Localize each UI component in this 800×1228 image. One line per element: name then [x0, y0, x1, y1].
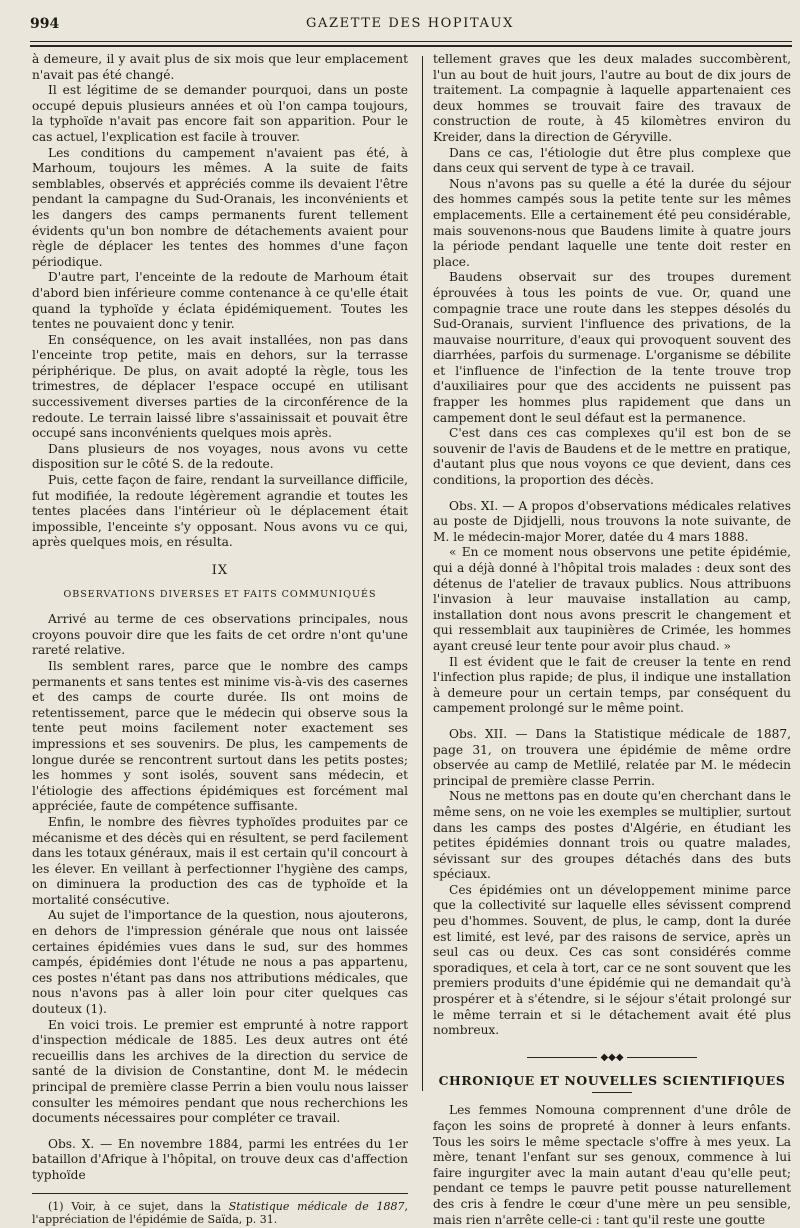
paragraph: Nous ne mettons pas en doute qu'en cherchant dans le même sens, on ne voie les exemples se multiplier, surtout dans les camps des postes d'Algérie, en étudiant les petites épidémies donnant trois ou quatre malades, sévissant sur des groupes détachés dans des buts spéciaux.	[433, 789, 791, 882]
observation-xii: Obs. XII. — Dans la Statistique médicale de 1887, page 31, on trouvera une épidémie de même ordre observée au camp de Metlilé, relatée par M. le médecin principal de première classe Perrin.	[433, 726, 791, 788]
footnote	[32, 1200, 408, 1227]
footnote-prefix: (1) Voir, à ce sujet, dans la	[48, 1199, 229, 1213]
journal-title: GAZETTE DES HOPITAUX	[306, 16, 514, 31]
paragraph: Il est légitime de se demander pourquoi, dans un poste occupé depuis plusieurs années et où l'on campa toujours, la typhoïde n'avait pas encore fait son apparition. Pour le cas actuel, l'explication est facile à trouver.	[32, 83, 408, 144]
header-rule-thick	[30, 45, 792, 47]
section-ornament: ◆◆◆	[433, 1053, 791, 1063]
paragraph: Puis, cette façon de faire, rendant la surveillance difficile, fut modifiée, la redoute légèrement agrandie et toutes les tentes placées dans l'intérieur où le déplacement était impossible, l'enceinte s'y opposant. Nous avons vu ce qui, après quelques mois, en résulta.	[32, 473, 408, 550]
paragraph: Au sujet de l'importance de la question, nous ajouterons, en dehors de l'impression générale que nous ont laissée certaines épidémies vues dans le sud, sur des hommes campés, épidémies dont l'étude ne nous a pas appartenu, ces postes n'étant pas dans nos attributions médicales, que nous n'avons pas à aller loin pour citer quelques cas douteux (1).	[32, 908, 408, 1017]
paragraph: Les conditions du campement n'avaient pas été, à Marhoum, toujours les mêmes. A la suite de faits semblables, observés et appréciés comme ils devaient l'être pendant la campagne du Sud-Oranais, les inconvénients et les dangers des camps permanents furent tellement évidents qu'un bon nombre de détachements avaient pour règle de déplacer les tentes des hommes d'une façon périodique.	[32, 145, 408, 269]
observation-x: Obs. X. — En novembre 1884, parmi les entrées du 1er bataillon d'Afrique à l'hôpital, on trouve deux cas d'affection typhoïde	[32, 1136, 408, 1182]
paragraph: à demeure, il y avait plus de six mois que leur emplacement n'avait pas été changé.	[32, 52, 408, 82]
observation-xi: Obs. XI. — A propos d'observations médicales relatives au poste de Djidjelli, nous trouvons la note suivante, de M. le médecin-major Morer, datée du 4 mars 1888.	[433, 498, 791, 544]
page-header	[30, 12, 790, 38]
paragraph: Dans plusieurs de nos voyages, nous avons vu cette disposition sur le côté S. de la redoute.	[32, 441, 408, 472]
paragraph: Enfin, le nombre des fièvres typhoïdes produites par ce mécanisme et des décès qui en résultent, se perd facilement dans les totaux généraux, mais il est certain qu'il concourt à les élever. En veillant à perfectionner l'hygiène des camps, on diminuera la production des cas de typhoïde et la mortalité consécutive.	[32, 814, 408, 907]
paragraph: Dans ce cas, l'étiologie dut être plus complexe que dans ceux qui servent de type à ce travail.	[433, 145, 791, 176]
paragraph: Il est évident que le fait de creuser la tente en rend l'infection plus rapide; de plus, il indique une installation à demeure pour un certain temps, par conséquent du campement prolongé sur le même point.	[433, 654, 791, 716]
paragraph: Arrivé au terme de ces observations principales, nous croyons pouvoir dire que les faits de cet ordre n'ont qu'une rareté relative.	[32, 612, 408, 658]
left-column	[32, 52, 408, 1227]
footnote-rule	[32, 1193, 408, 1194]
paragraph: C'est dans ces cas complexes qu'il est bon de se souvenir de l'avis de Baudens et de le mettre en pratique, d'autant plus que nous voyons ce que devient, dans ces conditions, la proportion des décès.	[433, 426, 791, 488]
column-separator	[422, 56, 423, 1091]
paragraph: Baudens observait sur des troupes durement éprouvées à tous les points de vue. Or, quand une compagnie trace une route dans les steppes désolés du Sud-Oranais, survient l'influence des privations, de la mauvaise nourriture, d'eaux qui provoquent souvent des diarrhées, parfois du surmenage. L'organisme se débilite et l'influence de l'infection de la tente trouve trop d'auxiliaires pour que des accidents ne puissent pas frapper les hommes plus rapidement que dans un campement dont le seul défaut est la permanence.	[433, 270, 791, 425]
observation-xi-quote: « En ce moment nous observons une petite épidémie, qui a déjà donné à l'hôpital trois malades : deux sont des détenus de l'atelier de travaux publics. Nous attribuons l'invasion à leur mauvaise installation au camp, installation dont nous avons prescrit le changement et qui ressemblait aux taupinières de Crimée, les hommes ayant creusé leur tente pour avoir plus chaud. »	[433, 545, 791, 653]
section-heading: OBSERVATIONS DIVERSES ET FAITS COMMUNIQUÉS	[63, 588, 377, 600]
paragraph: tellement graves que les deux malades succombèrent, l'un au bout de huit jours, l'autre au bout de dix jours de traitement. La compagnie à laquelle appartenaient ces deux hommes se trouvait faire des travaux de construction de route, à 45 kilomètres environ du Kreider, dans la direction de Géryville.	[433, 52, 791, 144]
header-rule	[30, 41, 792, 42]
title-rule	[592, 1092, 632, 1093]
footnote-italic-title: Statistique médicale de 1887	[228, 1199, 405, 1213]
right-column	[433, 52, 791, 1228]
footnote-suffix: , l'appréciation de l'épidémie de Saïda, p. 31.	[32, 1199, 408, 1227]
paragraph: Nous n'avons pas su quelle a été la durée du séjour des hommes campés sous la petite tente sur les mêmes emplacements. Elle a certainement été peu considérable, mais souvenons-nous que Baudens limite à quatre jours la période pendant laquelle une tente doit rester en place.	[433, 176, 791, 269]
section-number: IX	[211, 563, 229, 578]
paragraph: En conséquence, on les avait installées, non pas dans l'enceinte trop petite, mais en dehors, sur la terrasse périphérique. De plus, on avait adopté la règle, tous les trimestres, de déplacer l'espace occupé en utilisant successivement diverses parties de la circonférence de la redoute. Le terrain laissé libre s'assainissait et pouvait être occupé sans inconvénients quelques mois après.	[32, 332, 408, 441]
paragraph: En voici trois. Le premier est emprunté à notre rapport d'inspection médicale de 1885. Les deux autres ont été recueillis dans les archives de la direction du service de santé de la division de Constantine, dont M. le médecin principal de première classe Perrin a bien voulu nous laisser consulter les mémoires pendant que nous recherchions les documents nécessaires pour compléter ce travail.	[32, 1017, 408, 1126]
paragraph: Les femmes Nomouna comprennent d'une drôle de façon les soins de propreté à donner à leurs enfants. Tous les soirs le même spectacle s'offre à mes yeux. La mère, tenant l'enfant sur ses genoux, commence à lui faire ingurgiter avec la main autant d'eau qu'elle peut; pendant ce temps le pauvre petit pousse naturellement des cris à fendre le cœur d'une mère un peu sensible, mais rien n'arrête celle-ci : tant qu'il reste une goutte	[433, 1103, 791, 1227]
chronique-title: CHRONIQUE ET NOUVELLES SCIENTIFIQUES	[438, 1072, 786, 1088]
paragraph: Ils semblent rares, parce que le nombre des camps permanents et sans tentes est minime vis-à-vis des casernes et des camps de courte durée. Ils ont moins de retentissement, parce que le médecin qui observe sous la tente peut moins facilement noter exactement ses impressions et ses souvenirs. De plus, les campements de longue durée se rencontrent surtout dans les petits postes; les hommes y sont isolés, souvent sans médecin, et l'étiologie des affections épidémiques est forcément mal appréciée, faute de compétence suffisante.	[32, 658, 408, 814]
paragraph: Ces épidémies ont un développement minime parce que la collectivité sur laquelle elles sévissent comprend peu d'hommes. Souvent, de plus, le camp, dont la durée est limité, est levé, par des raisons de service, après un seul cas ou deux. Ces cas sont considérés comme sporadiques, et cela à tort, car ce ne sont souvent que les premiers produits d'une épidémie qui ne demandait qu'à prospérer et à s'étendre, si le séjour s'était prolongé sur le même terrain et si le détachement avait été plus nombreux.	[433, 882, 791, 1038]
page-number: 994	[30, 16, 60, 32]
paragraph: D'autre part, l'enceinte de la redoute de Marhoum était d'abord bien inférieure comme contenance à ce qu'elle était quand la typhoïde y éclata épidémiquement. Toutes les tentes ne pouvaient donc y tenir.	[32, 270, 408, 332]
